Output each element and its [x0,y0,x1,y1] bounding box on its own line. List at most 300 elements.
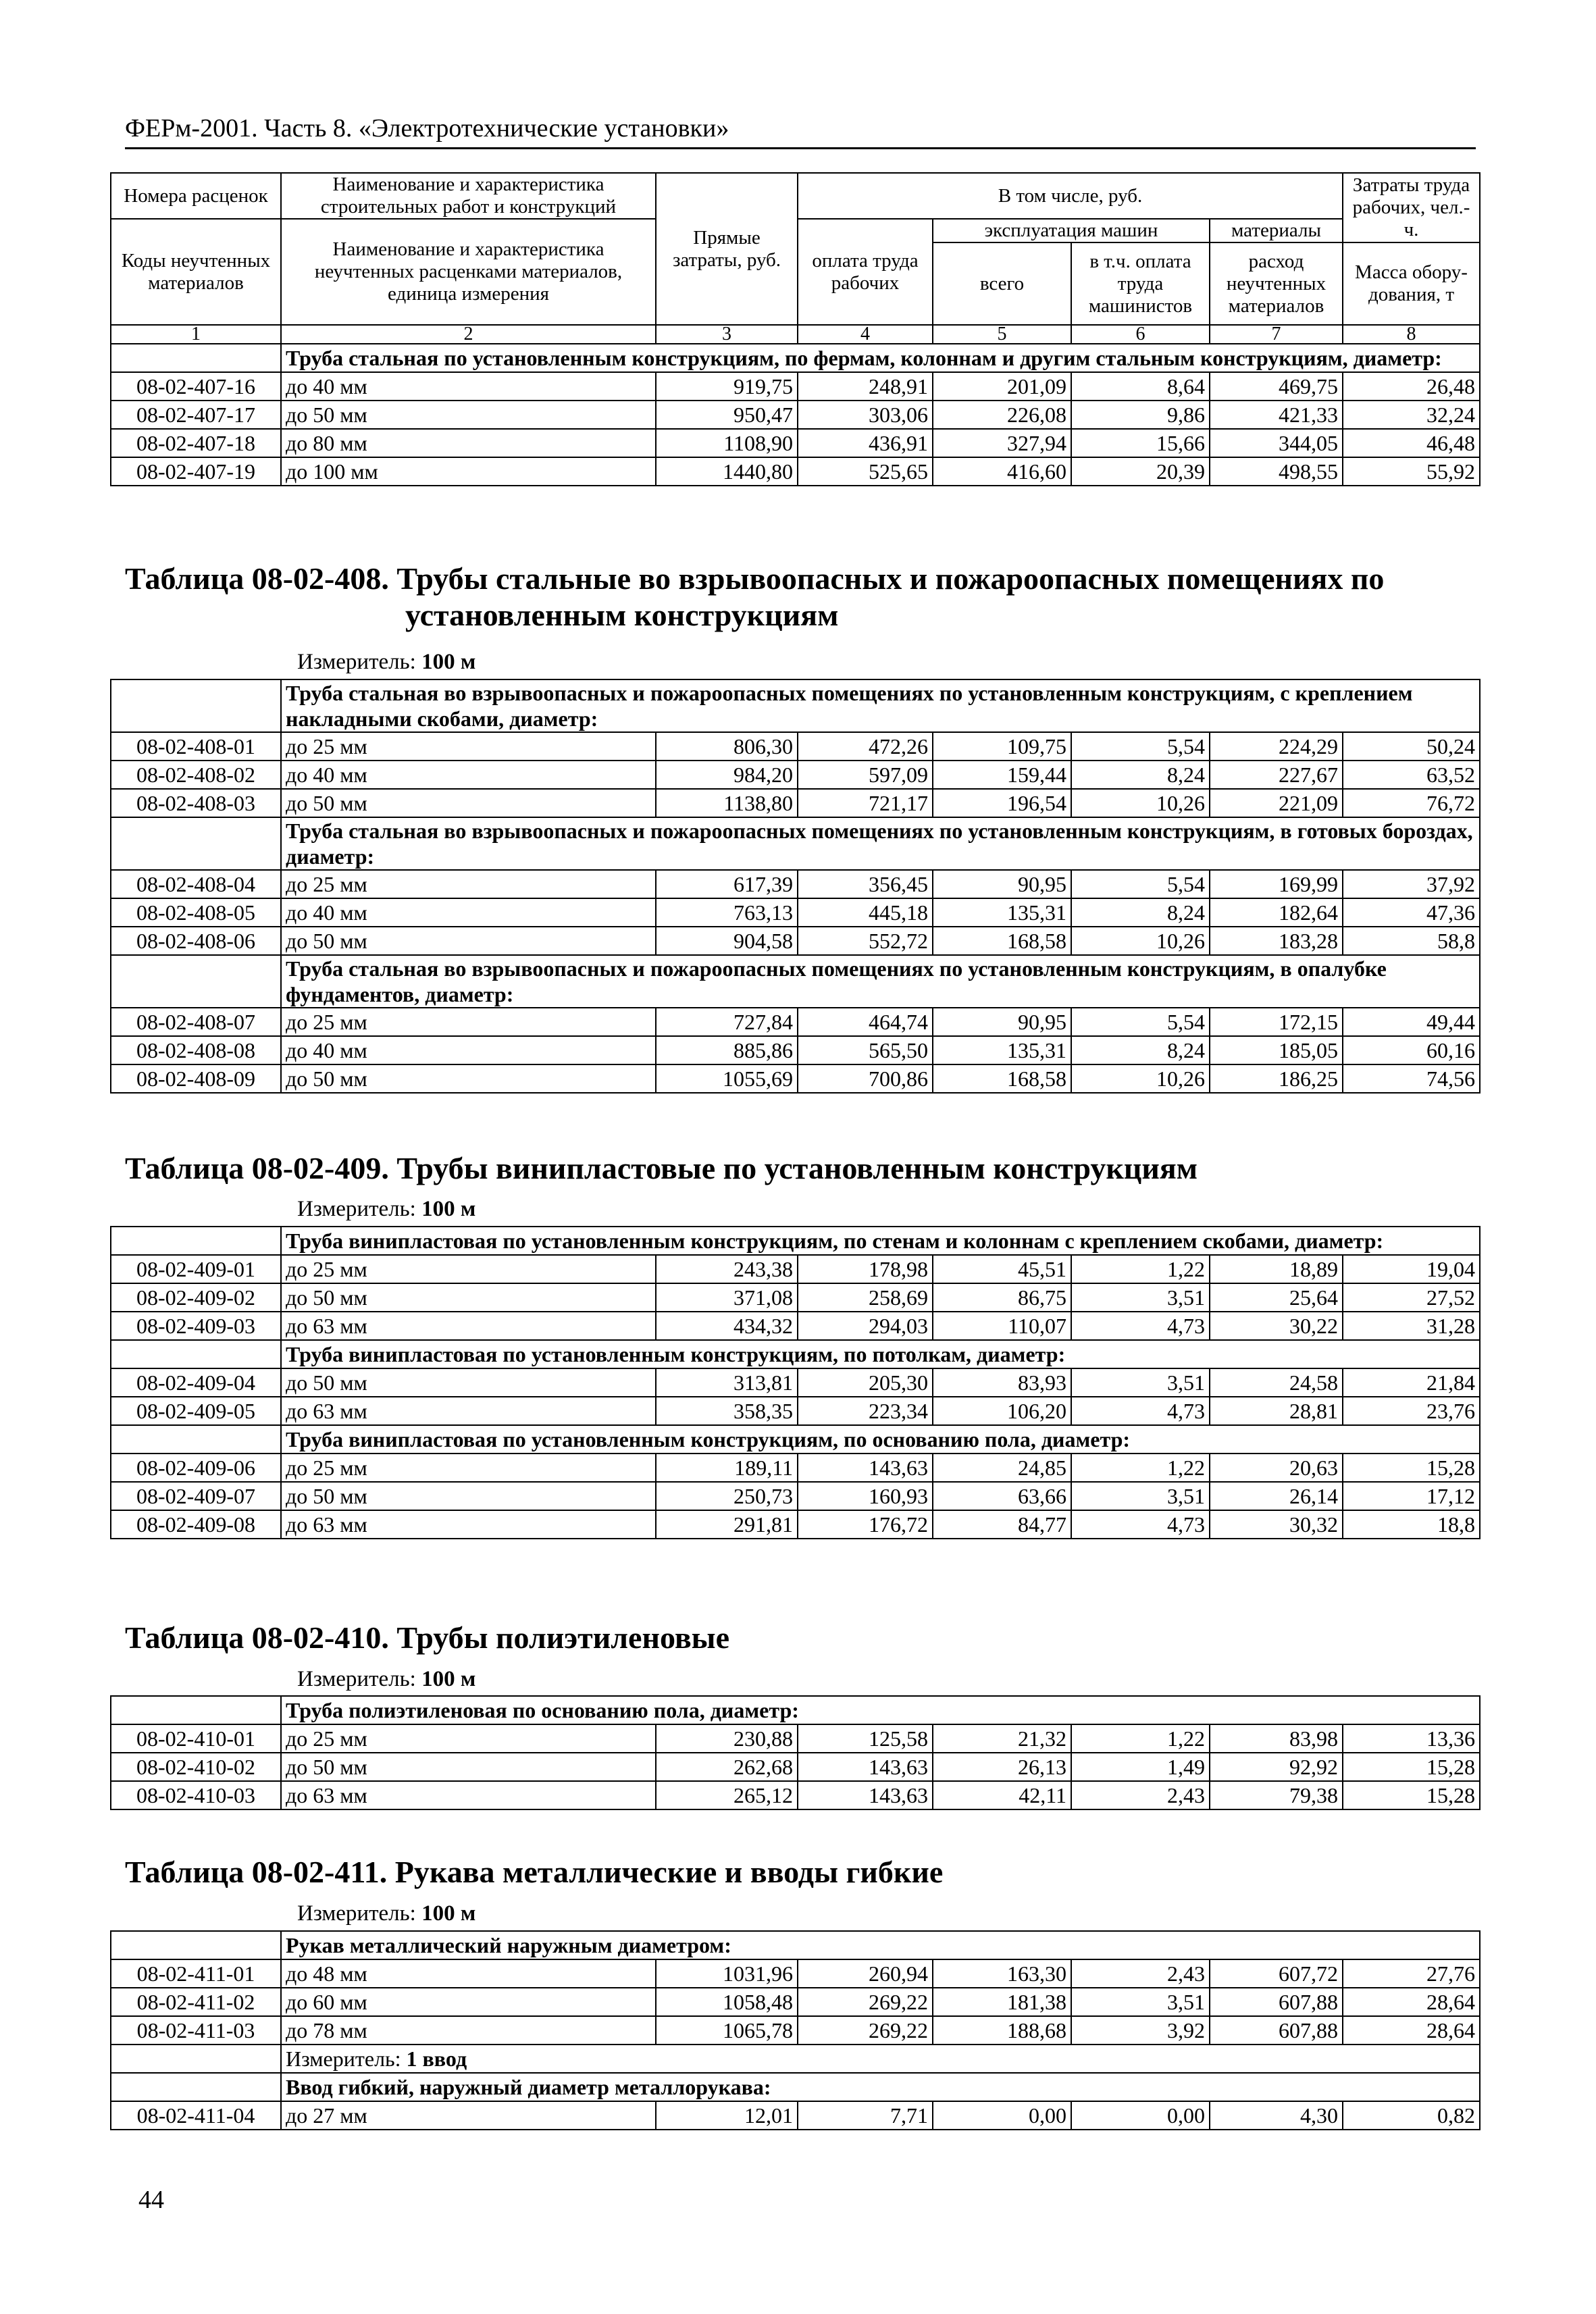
direct-costs: 1055,69 [656,1064,798,1093]
rate-code: 08-02-407-16 [111,372,281,401]
rate-code: 08-02-408-07 [111,1008,281,1036]
operator-wages: 5,54 [1071,732,1210,761]
col-labor-costs: Затраты труда рабочих, чел.-ч. [1343,173,1480,242]
table-row [111,898,1480,927]
machine-total: 24,85 [933,1454,1071,1482]
item-name: до 25 мм [281,1454,656,1482]
direct-costs: 1440,80 [656,457,798,486]
rate-code: 08-02-407-19 [111,457,281,486]
rate-code: 08-02-407-17 [111,401,281,429]
group-heading-row [111,1931,1480,1959]
worker-wages: 445,18 [798,898,933,927]
direct-costs: 763,13 [656,898,798,927]
direct-costs: 434,32 [656,1312,798,1340]
machine-total: 201,09 [933,372,1071,401]
materials-cost: 30,32 [1210,1510,1343,1539]
table-row [111,1959,1480,1988]
operator-wages: 5,54 [1071,870,1210,898]
worker-wages: 143,63 [798,1781,933,1809]
group-heading-blank [111,955,281,1008]
worker-wages: 223,34 [798,1397,933,1425]
table-row [111,1397,1480,1425]
machine-total: 106,20 [933,1397,1071,1425]
labor-costs: 0,82 [1343,2101,1480,2130]
item-name: до 50 мм [281,1283,656,1312]
worker-wages: 700,86 [798,1064,933,1093]
col-work-name: Наименование и характеристика строительных работ и конструкций [281,173,656,219]
direct-costs: 262,68 [656,1753,798,1781]
group-heading: Ввод гибкий, наружный диаметр металлорукава: [281,2073,1480,2101]
item-name: до 40 мм [281,761,656,789]
table-row [111,1008,1480,1036]
materials-cost: 186,25 [1210,1064,1343,1093]
item-name: до 40 мм [281,898,656,927]
labor-costs: 47,36 [1343,898,1480,927]
labor-costs: 76,72 [1343,789,1480,817]
labor-costs: 55,92 [1343,457,1480,486]
direct-costs: 291,81 [656,1510,798,1539]
rates-table-408 [110,679,1481,1094]
materials-cost: 607,88 [1210,2016,1343,2045]
item-name: до 25 мм [281,1724,656,1753]
table-title-411: Таблица 08-02-411. Рукава металлические и вводы гибкие [125,1855,944,1889]
operator-wages: 8,24 [1071,761,1210,789]
col-operator-wages: в т.ч. оплата труда машинистов [1071,242,1210,325]
machine-total: 168,58 [933,927,1071,955]
table-row [111,1036,1480,1064]
table-title-410: Таблица 08-02-410. Трубы полиэтиленовые [125,1620,730,1655]
materials-cost: 227,67 [1210,761,1343,789]
item-name: до 63 мм [281,1781,656,1809]
labor-costs: 28,64 [1343,2016,1480,2045]
materials-cost: 221,09 [1210,789,1343,817]
item-name: до 50 мм [281,1482,656,1510]
table-title-408: Таблица 08-02-408. Трубы стальные во взрывоопасных и пожароопасных помещениях по установленным конструкциям [125,561,1385,632]
labor-costs: 46,48 [1343,429,1480,457]
col-rate-number: Номера расценок [111,173,281,219]
rate-code: 08-02-408-01 [111,732,281,761]
rates-table-409 [110,1226,1481,1539]
materials-cost: 4,30 [1210,2101,1343,2130]
worker-wages: 721,17 [798,789,933,817]
group-heading-blank [111,817,281,870]
materials-cost: 172,15 [1210,1008,1343,1036]
direct-costs: 984,20 [656,761,798,789]
col-direct-costs: Прямые затраты, руб. [656,173,798,325]
table-row [111,1368,1480,1397]
direct-costs: 904,58 [656,927,798,955]
item-name: до 100 мм [281,457,656,486]
materials-cost: 18,89 [1210,1255,1343,1283]
worker-wages: 472,26 [798,732,933,761]
col-worker-wages: оплата труда рабочих [798,219,933,325]
worker-wages: 125,58 [798,1724,933,1753]
machine-total: 84,77 [933,1510,1071,1539]
group-heading: Труба полиэтиленовая по основанию пола, диаметр: [281,1696,1480,1724]
machine-total: 181,38 [933,1988,1071,2016]
col-number: 6 [1071,325,1210,344]
item-name: до 50 мм [281,927,656,955]
labor-costs: 21,84 [1343,1368,1480,1397]
group-heading-row [111,2073,1480,2101]
rates-table-407 [110,172,1481,486]
materials-cost: 30,22 [1210,1312,1343,1340]
item-name: до 50 мм [281,789,656,817]
group-heading-row [111,1696,1480,1724]
item-name: до 25 мм [281,1255,656,1283]
machine-total: 163,30 [933,1959,1071,1988]
rate-code: 08-02-408-09 [111,1064,281,1093]
worker-wages: 143,63 [798,1454,933,1482]
labor-costs: 27,52 [1343,1283,1480,1312]
rate-code: 08-02-410-02 [111,1753,281,1781]
labor-costs: 26,48 [1343,372,1480,401]
machine-total: 159,44 [933,761,1071,789]
materials-cost: 20,63 [1210,1454,1343,1482]
rate-code: 08-02-407-18 [111,429,281,457]
table-row [111,927,1480,955]
group-heading: Труба винипластовая по установленным конструкциям, по основанию пола, диаметр: [281,1425,1480,1454]
group-heading-blank [111,2073,281,2101]
worker-wages: 205,30 [798,1368,933,1397]
worker-wages: 260,94 [798,1959,933,1988]
operator-wages: 9,86 [1071,401,1210,429]
measure-unit-410: Измеритель: 100 м [297,1667,476,1691]
worker-wages: 525,65 [798,457,933,486]
direct-costs: 230,88 [656,1724,798,1753]
machine-total: 45,51 [933,1255,1071,1283]
rate-code: 08-02-408-08 [111,1036,281,1064]
operator-wages: 10,26 [1071,1064,1210,1093]
table-row [111,1510,1480,1539]
direct-costs: 371,08 [656,1283,798,1312]
direct-costs: 885,86 [656,1036,798,1064]
operator-wages: 1,22 [1071,1255,1210,1283]
rate-code: 08-02-411-01 [111,1959,281,1988]
table-row [111,401,1480,429]
worker-wages: 552,72 [798,927,933,955]
table-row [111,1724,1480,1753]
machine-total: 188,68 [933,2016,1071,2045]
operator-wages: 2,43 [1071,1959,1210,1988]
operator-wages: 4,73 [1071,1397,1210,1425]
group-heading-blank [111,344,281,372]
materials-cost: 24,58 [1210,1368,1343,1397]
group-heading-row [111,679,1480,732]
materials-cost: 169,99 [1210,870,1343,898]
rate-code: 08-02-409-02 [111,1283,281,1312]
col-including-rub: В том числе, руб. [798,173,1343,219]
item-name: до 50 мм [281,401,656,429]
item-name: до 80 мм [281,429,656,457]
direct-costs: 1138,80 [656,789,798,817]
table-row [111,1781,1480,1809]
worker-wages: 248,91 [798,372,933,401]
labor-costs: 50,24 [1343,732,1480,761]
rate-code: 08-02-408-02 [111,761,281,789]
machine-total: 109,75 [933,732,1071,761]
sub-measure-blank [111,2045,281,2073]
operator-wages: 1,22 [1071,1454,1210,1482]
group-heading-blank [111,1931,281,1959]
machine-total: 135,31 [933,1036,1071,1064]
item-name: до 50 мм [281,1368,656,1397]
table-row [111,1988,1480,2016]
machine-total: 0,00 [933,2101,1071,2130]
materials-cost: 344,05 [1210,429,1343,457]
worker-wages: 269,22 [798,2016,933,2045]
materials-cost: 469,75 [1210,372,1343,401]
item-name: до 27 мм [281,2101,656,2130]
col-number: 2 [281,325,656,344]
item-name: до 78 мм [281,2016,656,2045]
table-row [111,2016,1480,2045]
labor-costs: 49,44 [1343,1008,1480,1036]
worker-wages: 565,50 [798,1036,933,1064]
worker-wages: 597,09 [798,761,933,789]
rate-code: 08-02-411-03 [111,2016,281,2045]
operator-wages: 4,73 [1071,1312,1210,1340]
direct-costs: 806,30 [656,732,798,761]
materials-cost: 79,38 [1210,1781,1343,1809]
labor-costs: 31,28 [1343,1312,1480,1340]
materials-cost: 28,81 [1210,1397,1343,1425]
worker-wages: 356,45 [798,870,933,898]
rate-code: 08-02-408-04 [111,870,281,898]
item-name: до 25 мм [281,1008,656,1036]
col-number: 1 [111,325,281,344]
group-heading-row [111,955,1480,1008]
direct-costs: 919,75 [656,372,798,401]
labor-costs: 17,12 [1343,1482,1480,1510]
operator-wages: 8,24 [1071,1036,1210,1064]
machine-total: 42,11 [933,1781,1071,1809]
machine-total: 196,54 [933,789,1071,817]
item-name: до 50 мм [281,1064,656,1093]
materials-cost: 224,29 [1210,732,1343,761]
direct-costs: 617,39 [656,870,798,898]
item-name: до 25 мм [281,870,656,898]
machine-total: 110,07 [933,1312,1071,1340]
col-number: 8 [1343,325,1480,344]
materials-cost: 607,88 [1210,1988,1343,2016]
col-materials: материалы [1210,219,1343,242]
item-name: до 60 мм [281,1988,656,2016]
group-heading-row [111,817,1480,870]
worker-wages: 160,93 [798,1482,933,1510]
operator-wages: 2,43 [1071,1781,1210,1809]
machine-total: 63,66 [933,1482,1071,1510]
direct-costs: 1031,96 [656,1959,798,1988]
item-name: до 25 мм [281,732,656,761]
group-heading: Труба винипластовая по установленным конструкциям, по стенам и колоннам с креплением скобами, диаметр: [281,1227,1480,1255]
materials-cost: 26,14 [1210,1482,1343,1510]
machine-total: 21,32 [933,1724,1071,1753]
operator-wages: 3,51 [1071,1482,1210,1510]
operator-wages: 5,54 [1071,1008,1210,1036]
sub-measure: Измеритель: 1 ввод [281,2045,1480,2073]
operator-wages: 1,22 [1071,1724,1210,1753]
machine-total: 83,93 [933,1368,1071,1397]
direct-costs: 189,11 [656,1454,798,1482]
machine-total: 226,08 [933,401,1071,429]
rate-code: 08-02-411-04 [111,2101,281,2130]
group-heading-blank [111,1696,281,1724]
materials-cost: 185,05 [1210,1036,1343,1064]
machine-total: 26,13 [933,1753,1071,1781]
operator-wages: 3,51 [1071,1988,1210,2016]
direct-costs: 313,81 [656,1368,798,1397]
rates-table-411 [110,1930,1481,2130]
direct-costs: 950,47 [656,401,798,429]
group-heading-blank [111,1340,281,1368]
worker-wages: 143,63 [798,1753,933,1781]
machine-total: 135,31 [933,898,1071,927]
rate-code: 08-02-409-05 [111,1397,281,1425]
col-codes-unaccounted: Коды неучтенных материалов [111,219,281,325]
operator-wages: 4,73 [1071,1510,1210,1539]
labor-costs: 37,92 [1343,870,1480,898]
labor-costs: 63,52 [1343,761,1480,789]
labor-costs: 18,8 [1343,1510,1480,1539]
worker-wages: 178,98 [798,1255,933,1283]
col-number: 5 [933,325,1071,344]
rate-code: 08-02-408-03 [111,789,281,817]
table-row [111,1482,1480,1510]
rate-code: 08-02-409-06 [111,1454,281,1482]
col-material-name: Наименование и характеристика неучтенных расценками материалов, единица измерения [281,219,656,325]
measure-unit-409: Измеритель: 100 м [297,1197,476,1221]
worker-wages: 464,74 [798,1008,933,1036]
labor-costs: 28,64 [1343,1988,1480,2016]
rate-code: 08-02-409-08 [111,1510,281,1539]
materials-cost: 83,98 [1210,1724,1343,1753]
table-row [111,789,1480,817]
labor-costs: 15,28 [1343,1454,1480,1482]
group-heading: Труба стальная во взрывоопасных и пожароопасных помещениях по установленным конструкциям, в опалубке фундаментов, диаметр: [281,955,1480,1008]
direct-costs: 1108,90 [656,429,798,457]
rate-code: 08-02-409-03 [111,1312,281,1340]
col-number: 3 [656,325,798,344]
sub-measure-row [111,2045,1480,2073]
rate-code: 08-02-410-01 [111,1724,281,1753]
worker-wages: 176,72 [798,1510,933,1539]
worker-wages: 258,69 [798,1283,933,1312]
worker-wages: 7,71 [798,2101,933,2130]
operator-wages: 1,49 [1071,1753,1210,1781]
machine-total: 90,95 [933,1008,1071,1036]
operator-wages: 20,39 [1071,457,1210,486]
direct-costs: 727,84 [656,1008,798,1036]
group-heading-blank [111,679,281,732]
table-row [111,429,1480,457]
table-row [111,761,1480,789]
operator-wages: 0,00 [1071,2101,1210,2130]
worker-wages: 269,22 [798,1988,933,2016]
table-row [111,1064,1480,1093]
group-heading-row [111,344,1480,372]
operator-wages: 3,51 [1071,1283,1210,1312]
group-heading-row [111,1425,1480,1454]
labor-costs: 19,04 [1343,1255,1480,1283]
operator-wages: 8,64 [1071,372,1210,401]
col-equipment-mass: Масса обору-дования, т [1343,242,1480,325]
table-row [111,1255,1480,1283]
table-row [111,2101,1480,2130]
rates-table-410 [110,1695,1481,1810]
labor-costs: 27,76 [1343,1959,1480,1988]
rate-code: 08-02-409-07 [111,1482,281,1510]
machine-total: 327,94 [933,429,1071,457]
rate-code: 08-02-408-06 [111,927,281,955]
group-heading-row [111,1227,1480,1255]
labor-costs: 23,76 [1343,1397,1480,1425]
labor-costs: 15,28 [1343,1781,1480,1809]
item-name: до 63 мм [281,1510,656,1539]
table-row [111,1283,1480,1312]
direct-costs: 358,35 [656,1397,798,1425]
labor-costs: 15,28 [1343,1753,1480,1781]
item-name: до 50 мм [281,1753,656,1781]
rate-code: 08-02-410-03 [111,1781,281,1809]
item-name: до 63 мм [281,1397,656,1425]
table-row [111,457,1480,486]
group-heading: Труба винипластовая по установленным конструкциям, по потолкам, диаметр: [281,1340,1480,1368]
running-title: ФЕРм-2001. Часть 8. «Электротехнические установки» [125,113,1476,149]
machine-total: 168,58 [933,1064,1071,1093]
table-title-409: Таблица 08-02-409. Трубы винипластовые по установленным конструкциям [125,1151,1198,1185]
measure-unit-411: Измеритель: 100 м [297,1901,476,1926]
direct-costs: 12,01 [656,2101,798,2130]
worker-wages: 294,03 [798,1312,933,1340]
col-number: 4 [798,325,933,344]
col-unaccounted-materials: расход неучтенных материалов [1210,242,1343,325]
rate-code: 08-02-408-05 [111,898,281,927]
materials-cost: 182,64 [1210,898,1343,927]
operator-wages: 3,51 [1071,1368,1210,1397]
materials-cost: 421,33 [1210,401,1343,429]
group-heading: Труба стальная по установленным конструкциям, по фермам, колоннам и другим стальным конструкциям, диаметр: [281,344,1480,372]
operator-wages: 8,24 [1071,898,1210,927]
operator-wages: 10,26 [1071,927,1210,955]
machine-total: 86,75 [933,1283,1071,1312]
rate-code: 08-02-409-04 [111,1368,281,1397]
item-name: до 63 мм [281,1312,656,1340]
materials-cost: 498,55 [1210,457,1343,486]
direct-costs: 1058,48 [656,1988,798,2016]
materials-cost: 183,28 [1210,927,1343,955]
labor-costs: 58,8 [1343,927,1480,955]
col-total: всего [933,242,1071,325]
table-row [111,732,1480,761]
col-number: 7 [1210,325,1343,344]
worker-wages: 436,91 [798,429,933,457]
table-row [111,1454,1480,1482]
direct-costs: 250,73 [656,1482,798,1510]
item-name: до 40 мм [281,372,656,401]
materials-cost: 25,64 [1210,1283,1343,1312]
operator-wages: 10,26 [1071,789,1210,817]
materials-cost: 92,92 [1210,1753,1343,1781]
group-heading-blank [111,1425,281,1454]
rate-code: 08-02-409-01 [111,1255,281,1283]
table-row [111,372,1480,401]
machine-total: 90,95 [933,870,1071,898]
col-machine-operation: эксплуатация машин [933,219,1210,242]
item-name: до 48 мм [281,1959,656,1988]
group-heading: Труба стальная во взрывоопасных и пожароопасных помещениях по установленным конструкциям, в готовых бороздах, диаметр: [281,817,1480,870]
labor-costs: 60,16 [1343,1036,1480,1064]
